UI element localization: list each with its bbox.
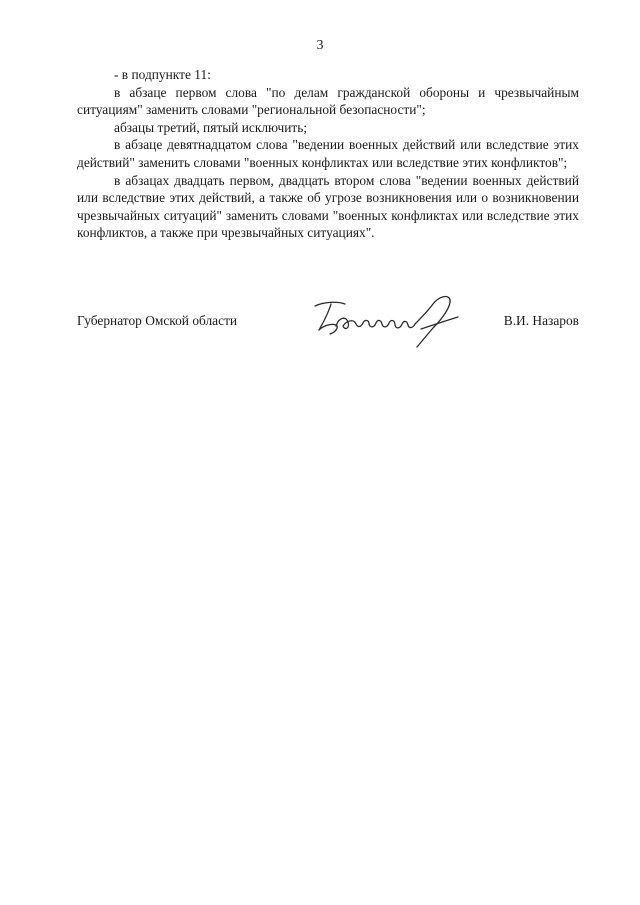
signatory-position: Губернатор Омской области bbox=[77, 313, 238, 328]
page-number: 3 bbox=[316, 38, 324, 53]
paragraph-exclude-abzacs: абзацы третий, пятый исключить; bbox=[114, 119, 308, 135]
paragraph-nineteenth-abzac: в абзаце девятнадцатом слова "ведении военных действий или вследствие этих действий" заменить словами "военных конфликтах или вследствие этих конфликтов"; bbox=[77, 137, 579, 170]
paragraph-twenty-first-second-abzacs: в абзацах двадцать первом, двадцать втором слова "ведении военных действий или вследствие этих действий, а также об угрозе возникновения или о возникновении чрезвычайных ситуаций" заменить словами "военных конфликтах или вследствие этих конфликтов, а также при чрезвычайных ситуациях". bbox=[77, 172, 579, 241]
paragraph-first-abzac: в абзаце первом слова "по делам гражданской обороны и чрезвычайным ситуациям" заменить словами "региональной безопасности"; bbox=[77, 84, 579, 118]
document-body bbox=[77, 66, 579, 242]
paragraph-subpoint-11: - в подпункте 11: bbox=[114, 67, 211, 82]
handwritten-signature bbox=[309, 290, 479, 354]
signatory-name: В.И. Назаров bbox=[503, 313, 579, 328]
signature-block bbox=[77, 290, 579, 354]
